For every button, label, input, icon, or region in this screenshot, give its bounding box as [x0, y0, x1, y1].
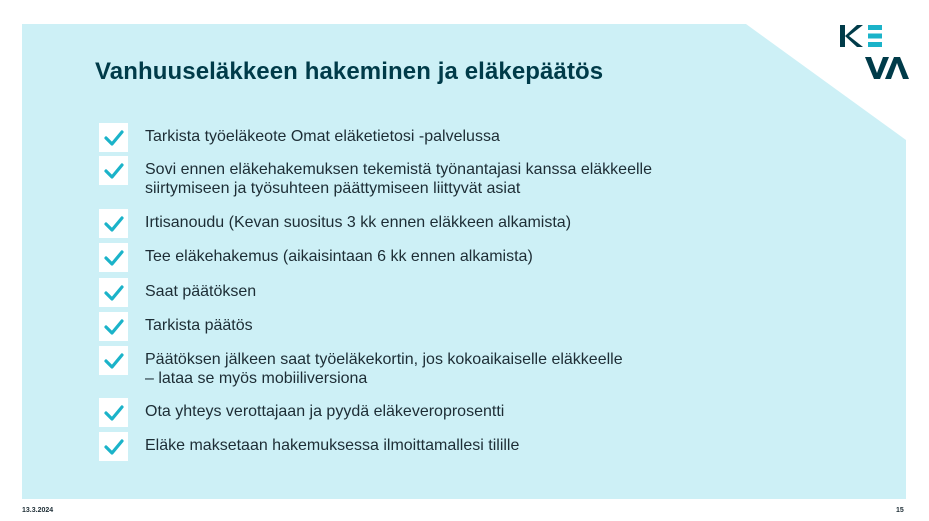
- list-item-text: Tarkista päätös: [145, 317, 253, 334]
- list-item-text: Ota yhteys verottajaan ja pyydä eläkeveroprosentti: [145, 403, 505, 420]
- list-item-text: Irtisanoudu (Kevan suositus 3 kk ennen eläkkeen alkamista): [145, 214, 572, 231]
- list-item: [99, 123, 500, 152]
- page-number: 15: [896, 507, 904, 514]
- list-item-text: Sovi ennen eläkehakemuksen tekemistä työnantajasi kanssa eläkkeelle siirtymiseen ja työsuhteen päättymiseen liittyvät asiat: [145, 161, 652, 197]
- footer-date: 13.3.2024: [22, 507, 54, 514]
- list-item-text: Päätöksen jälkeen saat työeläkekortin, jos kokoaikaiselle eläkkeelle – lataa se myös mobiiliversiona: [145, 351, 623, 387]
- list-item-text: Tee eläkehakemus (aikaisintaan 6 kk ennen alkamista): [145, 248, 533, 265]
- checkmark-icon: [99, 432, 128, 461]
- list-item-text: Tarkista työeläkeote Omat eläketietosi -palvelussa: [145, 128, 500, 145]
- list-item-text: Eläke maksetaan hakemuksessa ilmoittamallesi tilille: [145, 437, 520, 454]
- keva-logo: [838, 23, 910, 81]
- checkmark-icon: [99, 312, 128, 341]
- checkmark-icon: [99, 123, 128, 152]
- list-item: [99, 243, 533, 272]
- checkmark-icon: [99, 243, 128, 272]
- list-item: [99, 346, 623, 388]
- list-item: [99, 432, 519, 461]
- list-item-text: Saat päätöksen: [145, 283, 257, 300]
- checkmark-icon: [99, 398, 128, 427]
- list-item: [99, 312, 253, 341]
- checkmark-icon: [99, 278, 128, 307]
- list-item: [99, 398, 504, 427]
- list-item: [99, 156, 652, 198]
- checkmark-icon: [99, 346, 128, 375]
- checkmark-icon: [99, 156, 128, 185]
- checkmark-icon: [99, 209, 128, 238]
- list-item: [99, 209, 571, 238]
- slide-title: Vanhuuseläkkeen hakeminen ja eläkepäätös: [95, 58, 604, 85]
- list-item: [99, 278, 256, 307]
